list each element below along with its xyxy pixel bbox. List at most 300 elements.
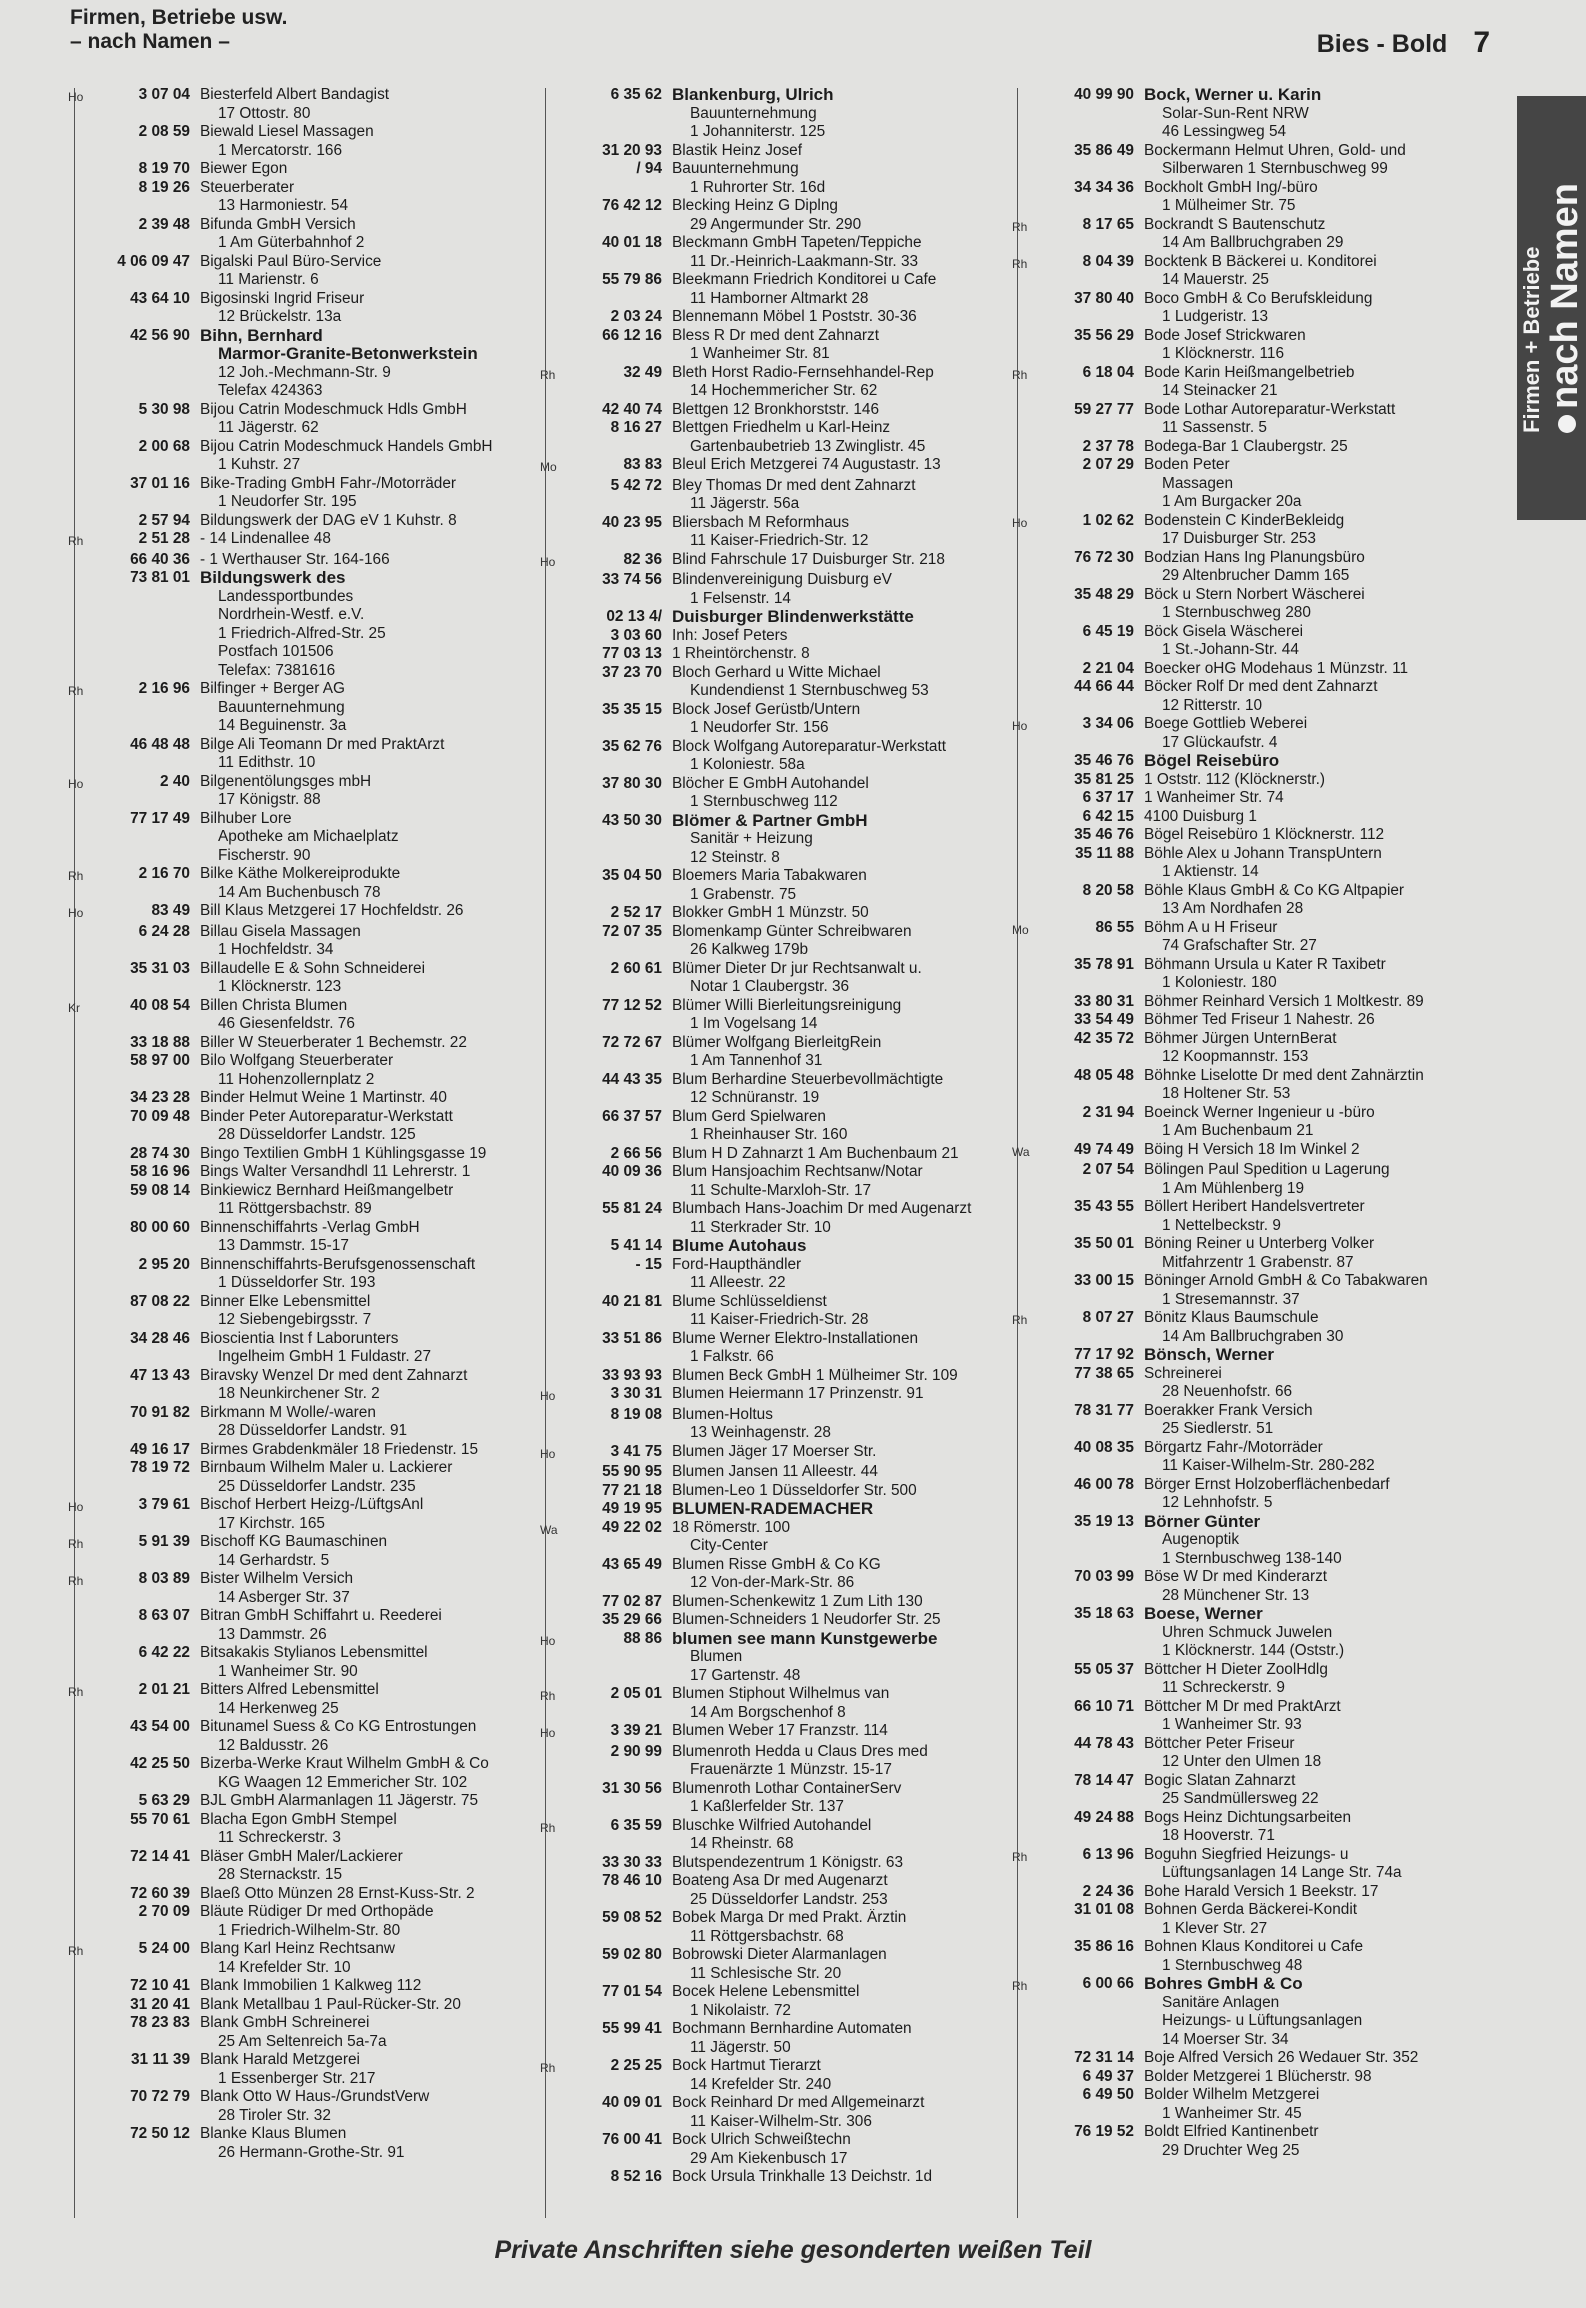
phone-number: 76 72 30 xyxy=(1074,548,1134,566)
entry-detail: 12 Unter den Ulmen 18 xyxy=(1162,1753,1322,1770)
phone-number: 34 28 46 xyxy=(130,1329,190,1347)
district-code xyxy=(68,290,96,292)
entry-text xyxy=(1144,1772,1508,1809)
entry-detail: 1 Ruhrorter Str. 16d xyxy=(690,178,826,196)
district-code: Ho xyxy=(1012,719,1028,733)
entry-text xyxy=(672,904,988,923)
phone-number: 6 45 19 xyxy=(1082,622,1134,640)
entry-name: Boateng Asa Dr med Augenarzt xyxy=(672,1872,888,1889)
district-code: Ho xyxy=(68,90,84,104)
entry-name: Bläute Rüdiger Dr med Orthopäde xyxy=(200,1903,434,1920)
section-tab-line2: nach Namen xyxy=(1543,183,1586,409)
directory-entry xyxy=(68,86,530,123)
directory-entry xyxy=(68,2014,530,2051)
entry-name: Steuerberater xyxy=(200,178,295,196)
directory-entry xyxy=(1012,1568,1508,1605)
district-code xyxy=(68,1903,96,1905)
entry-text xyxy=(200,1256,530,1293)
district-code xyxy=(540,1145,568,1147)
entry-name: Billau Gisela Massagen xyxy=(200,922,361,940)
entry-detail: Sanitäre Anlagen xyxy=(1162,1993,1280,2011)
directory-entry xyxy=(1012,826,1508,845)
district-code xyxy=(540,401,568,403)
entry-text xyxy=(672,571,988,608)
directory-entry xyxy=(540,1983,988,2020)
entry-detail: 11 Schreckerstr. 3 xyxy=(218,1829,341,1846)
phone-number: 4 06 09 47 xyxy=(117,252,190,270)
district-code xyxy=(540,664,568,666)
directory-entry xyxy=(68,1219,530,1256)
phone-number: 35 43 55 xyxy=(1074,1198,1134,1215)
directory-entry xyxy=(540,1611,988,1630)
directory-entry xyxy=(1012,2123,1508,2160)
phone-number: 40 09 01 xyxy=(602,2094,662,2111)
phone-number: 43 65 49 xyxy=(602,1555,662,1573)
directory-entry xyxy=(540,1482,988,1501)
directory-entry xyxy=(540,1872,988,1909)
phone-number: 70 72 79 xyxy=(130,2088,190,2105)
entry-name: Bluschke Wilfried Autohandel xyxy=(672,1816,872,1834)
district-code xyxy=(68,2051,96,2053)
district-code: Rh xyxy=(68,684,84,698)
directory-entry xyxy=(540,2131,988,2168)
entry-detail: 18 Neunkirchener Str. 2 xyxy=(218,1385,380,1402)
directory-entry xyxy=(1012,2068,1508,2087)
district-code xyxy=(540,142,568,144)
entry-detail: 11 Sassenstr. 5 xyxy=(1162,419,1267,436)
district-code xyxy=(540,197,568,199)
entry-name: Blank Otto W Haus-/GrundstVerw xyxy=(200,2088,430,2105)
entry-text xyxy=(672,1500,988,1519)
entry-detail: 28 Düsseldorfer Landstr. 125 xyxy=(218,1126,416,1143)
phone-number: 43 54 00 xyxy=(130,1718,190,1735)
directory-entry xyxy=(540,477,988,514)
district-code xyxy=(540,1611,568,1613)
entry-detail: 14 Mauerstr. 25 xyxy=(1162,271,1269,288)
entry-name: Börgartz Fahr-/Motorräder xyxy=(1144,1438,1323,1456)
entry-name: Bohe Harald Versich 1 Beekstr. 17 xyxy=(1144,1882,1379,1900)
entry-detail: 1 Düsseldorfer Str. 193 xyxy=(218,1274,376,1291)
entry-name: Block Josef Gerüstb/Untern xyxy=(672,700,861,718)
entry-name: Blumen Jansen 11 Alleestr. 44 xyxy=(672,1463,878,1480)
phone-number: 77 12 52 xyxy=(602,996,662,1014)
entry-detail: 11 Kaiser-Wilhelm-Str. 280-282 xyxy=(1162,1457,1375,1474)
phone-number: 40 09 36 xyxy=(602,1163,662,1180)
entry-detail: 13 Weinhagenstr. 28 xyxy=(690,1424,831,1441)
district-code: Rh xyxy=(540,1689,556,1703)
entry-name: Blumenroth Hedda u Claus Dres med xyxy=(672,1742,928,1760)
entry-text xyxy=(672,812,988,868)
directory-entry xyxy=(1012,1161,1508,1198)
entry-text xyxy=(200,773,530,810)
entry-text xyxy=(672,308,988,327)
directory-entry xyxy=(68,1034,530,1053)
entry-name: Bockermann Helmut Uhren, Gold- und xyxy=(1144,141,1406,159)
entry-detail: 11 Jägerstr. 62 xyxy=(218,419,319,436)
entry-detail: 1 Am Mühlenberg 19 xyxy=(1162,1179,1305,1197)
district-code: Rh xyxy=(1012,1313,1028,1327)
entry-name: Bocktenk B Bäckerei u. Konditorei xyxy=(1144,252,1377,270)
entry-detail: 1 Sternbuschweg 280 xyxy=(1162,604,1311,621)
entry-text xyxy=(1144,142,1508,179)
directory-entry xyxy=(540,1463,988,1482)
directory-entry xyxy=(68,1496,530,1533)
phone-number: 87 08 22 xyxy=(130,1292,190,1310)
directory-entry xyxy=(68,1644,530,1681)
directory-entry xyxy=(540,775,988,812)
directory-entry xyxy=(540,701,988,738)
entry-text xyxy=(1144,623,1508,660)
phone-number: 8 19 08 xyxy=(610,1405,662,1423)
district-code xyxy=(68,923,96,925)
entry-text xyxy=(672,1743,988,1780)
entry-name: Böninger Arnold GmbH & Co Tabakwaren xyxy=(1144,1272,1428,1289)
entry-text xyxy=(200,1885,530,1904)
entry-name: Blümer Wolfgang BierleitgRein xyxy=(672,1033,882,1051)
phone-number: 33 54 49 xyxy=(1074,1011,1134,1028)
entry-text xyxy=(672,1780,988,1817)
entry-name: Blutspendezentrum 1 Königstr. 63 xyxy=(672,1853,904,1871)
phone-number: 35 31 03 xyxy=(130,959,190,977)
district-code xyxy=(1012,2123,1040,2125)
entry-name: Boldt Elfried Kantinenbetr xyxy=(1144,2123,1319,2140)
entry-text xyxy=(672,1983,988,2020)
district-code xyxy=(68,1293,96,1295)
entry-name: Bizerba-Werke Kraut Wilhelm GmbH & Co xyxy=(200,1755,489,1772)
entry-detail: 28 Tiroler Str. 32 xyxy=(218,2106,331,2124)
entry-text xyxy=(200,810,530,866)
district-code xyxy=(1012,1161,1040,1163)
phone-number: 8 04 39 xyxy=(1082,252,1134,270)
entry-text xyxy=(1144,216,1508,253)
phone-number: 2 70 09 xyxy=(138,1903,190,1920)
entry-detail: 28 Münchener Str. 13 xyxy=(1162,1586,1310,1604)
phone-number: 40 23 95 xyxy=(602,513,662,531)
district-code xyxy=(1012,1735,1040,1737)
district-code xyxy=(68,1977,96,1979)
directory-entry xyxy=(540,1817,988,1854)
entry-text xyxy=(672,1330,988,1367)
entry-name: Bode Lothar Autoreparatur-Werkstatt xyxy=(1144,400,1396,418)
phone-number: 77 21 18 xyxy=(602,1481,662,1499)
entry-text xyxy=(672,1256,988,1293)
phone-number: 2 90 99 xyxy=(610,1742,662,1760)
phone-number: 47 13 43 xyxy=(130,1366,190,1384)
directory-entry xyxy=(540,867,988,904)
phone-number: 3 41 75 xyxy=(610,1442,662,1460)
entry-name: Blankenburg, Ulrich xyxy=(672,86,834,104)
entry-name: Biewer Egon xyxy=(200,160,288,177)
directory-entry xyxy=(1012,919,1508,956)
entry-name: Bley Thomas Dr med dent Zahnarzt xyxy=(672,476,916,494)
entry-detail: 13 Dammstr. 26 xyxy=(218,1625,327,1643)
entry-detail: 14 Moerser Str. 34 xyxy=(1162,2030,1289,2048)
entry-text xyxy=(672,867,988,904)
directory-entry xyxy=(68,1755,530,1792)
directory-entry xyxy=(68,1256,530,1293)
entry-text xyxy=(672,2020,988,2057)
entry-name: Bodzian Hans Ing Planungsbüro xyxy=(1144,548,1365,566)
entry-detail: 1 Johanniterstr. 125 xyxy=(690,123,826,140)
entry-detail: Uhren Schmuck Juwelen xyxy=(1162,1623,1333,1641)
entry-detail: 28 Neuenhofstr. 66 xyxy=(1162,1383,1293,1400)
directory-entry xyxy=(1012,1901,1508,1938)
district-code xyxy=(68,551,96,553)
entry-detail: Apotheke am Michaelplatz xyxy=(218,828,399,845)
entry-detail: Massagen xyxy=(1162,474,1234,492)
entry-name: Bolder Metzgerei 1 Blücherstr. 98 xyxy=(1144,2067,1372,2085)
directory-entry xyxy=(1012,1346,1508,1365)
entry-text xyxy=(672,1556,988,1593)
directory-entry xyxy=(540,271,988,308)
directory-entry xyxy=(540,2020,988,2057)
entry-detail: 1 Wanheimer Str. 45 xyxy=(1162,2104,1302,2122)
entry-detail: 14 Krefelder Str. 10 xyxy=(218,1958,351,1976)
alphabetic-range: Bies - Bold xyxy=(1316,30,1448,58)
entry-name: Bohres GmbH & Co xyxy=(1144,1975,1303,1993)
entry-detail: 11 Jägerstr. 50 xyxy=(690,2038,791,2056)
district-code xyxy=(540,904,568,906)
entry-detail: Heizungs- u Lüftungsanlagen xyxy=(1162,2012,1363,2029)
entry-text xyxy=(672,1163,988,1200)
district-code xyxy=(540,1482,568,1484)
entry-detail: 1 Nikolaistr. 72 xyxy=(690,2001,791,2019)
entry-text xyxy=(200,216,530,253)
entry-text xyxy=(200,123,530,160)
entry-name: Bless R Dr med dent Zahnarzt xyxy=(672,326,879,344)
phone-number: 3 07 04 xyxy=(138,86,190,103)
entry-text xyxy=(1144,1809,1508,1846)
directory-entry xyxy=(540,401,988,420)
phone-number: 77 03 13 xyxy=(602,645,662,662)
entry-text xyxy=(672,645,988,664)
phone-number: 55 90 95 xyxy=(602,1463,662,1480)
entry-name: BLUMEN-RADEMACHER xyxy=(672,1500,874,1518)
directory-entry xyxy=(540,1071,988,1108)
phone-number: 72 50 12 xyxy=(130,2125,190,2142)
phone-number: 6 35 59 xyxy=(610,1816,662,1834)
phone-number: 3 30 31 xyxy=(610,1385,662,1402)
district-code xyxy=(1012,549,1040,551)
district-code xyxy=(68,569,96,571)
phone-number: 55 05 37 xyxy=(1074,1660,1134,1678)
district-code xyxy=(1012,882,1040,884)
entry-name: Bloch Gerhard u Witte Michael xyxy=(672,663,881,681)
phone-number: 73 81 01 xyxy=(130,569,190,586)
entry-detail: 29 Altenbrucher Damm 165 xyxy=(1162,567,1350,584)
entry-text xyxy=(672,86,988,142)
district-code xyxy=(1012,1011,1040,1013)
entry-text xyxy=(200,680,530,736)
directory-entry xyxy=(68,512,530,531)
entry-text xyxy=(672,1463,988,1482)
entry-text xyxy=(200,1089,530,1108)
district-code: Ho xyxy=(68,906,84,920)
directory-entry xyxy=(1012,1772,1508,1809)
district-code xyxy=(1012,1513,1040,1515)
directory-entry xyxy=(1012,401,1508,438)
district-code xyxy=(540,738,568,740)
entry-name: Blöcher E GmbH Autohandel xyxy=(672,774,869,792)
entry-text xyxy=(672,1817,988,1854)
phone-number: 76 42 12 xyxy=(602,197,662,214)
phone-number: 5 30 98 xyxy=(138,400,190,418)
phone-number: 31 30 56 xyxy=(602,1779,662,1797)
entry-name: Binner Elke Lebensmittel xyxy=(200,1292,371,1310)
entry-text xyxy=(672,2057,988,2094)
entry-detail: 25 Düsseldorfer Landstr. 253 xyxy=(690,1890,888,1908)
entry-detail: 11 Röttgersbachstr. 68 xyxy=(690,1927,844,1945)
directory-entry xyxy=(540,1500,988,1519)
entry-text xyxy=(1144,1104,1508,1141)
directory-entry xyxy=(540,1946,988,1983)
entry-detail: Nordrhein-Westf. e.V. xyxy=(218,606,365,623)
entry-text xyxy=(672,738,988,775)
phone-number: 3 79 61 xyxy=(138,1496,190,1513)
entry-name: Blettgen Friedhelm u Karl-Heinz xyxy=(672,419,891,436)
entry-text xyxy=(672,1946,988,1983)
entry-text xyxy=(672,1237,988,1256)
entry-name: Blastik Heinz Josef xyxy=(672,141,803,159)
directory-entry xyxy=(68,1681,530,1718)
district-code xyxy=(540,775,568,777)
phone-number: 49 74 49 xyxy=(1074,1140,1134,1158)
entry-name: Böse W Dr med Kinderarzt xyxy=(1144,1568,1328,1585)
directory-entry xyxy=(68,1052,530,1089)
directory-entry xyxy=(1012,789,1508,808)
entry-name: Börner Günter xyxy=(1144,1512,1261,1531)
entry-name: Böhmer Reinhard Versich 1 Moltkestr. 89 xyxy=(1144,992,1424,1010)
directory-entry xyxy=(68,216,530,253)
entry-name: Bilke Käthe Molkereiprodukte xyxy=(200,865,401,882)
phone-number: 40 21 81 xyxy=(602,1292,662,1310)
directory-entry xyxy=(540,551,988,572)
page-number: 7 xyxy=(1473,26,1490,59)
directory-entry xyxy=(1012,1104,1508,1141)
entry-name: Bliersbach M Reformhaus xyxy=(672,513,850,531)
entry-detail: 25 Siedlerstr. 51 xyxy=(1162,1420,1274,1437)
directory-entry xyxy=(68,1811,530,1848)
entry-name: Böhmer Jürgen UnternBerat xyxy=(1144,1029,1337,1047)
entry-text xyxy=(200,1903,530,1940)
district-code xyxy=(540,1293,568,1295)
directory-entry xyxy=(68,773,530,810)
district-code xyxy=(68,475,96,477)
directory-entry xyxy=(540,1385,988,1406)
directory-entry xyxy=(68,1367,530,1404)
directory-entry xyxy=(540,308,988,327)
directory-entry xyxy=(68,530,530,551)
directory-entry xyxy=(68,1940,530,1977)
district-code xyxy=(68,2088,96,2090)
entry-name: Bitran GmbH Schiffahrt u. Reederei xyxy=(200,1607,442,1624)
phone-number: 6 49 50 xyxy=(1082,2086,1134,2103)
phone-number: 43 64 10 xyxy=(130,289,190,307)
directory-entry xyxy=(540,1743,988,1780)
entry-detail: 1 Aktienstr. 14 xyxy=(1162,863,1259,880)
phone-number: 8 03 89 xyxy=(138,1570,190,1587)
entry-text xyxy=(672,1611,988,1630)
entry-detail: 11 Marienstr. 6 xyxy=(218,271,319,288)
directory-entry xyxy=(68,1718,530,1755)
entry-detail: 1 Wanheimer Str. 90 xyxy=(218,1662,358,1680)
directory-entry xyxy=(1012,142,1508,179)
district-code xyxy=(1012,438,1040,440)
entry-name: Bijou Catrin Modeschmuck Hdls GmbH xyxy=(200,400,467,418)
entry-name: Bockrandt S Bautenschutz xyxy=(1144,215,1326,233)
entry-name: Bischof Herbert Heizg-/LüftgsAnl xyxy=(200,1496,424,1513)
directory-entry xyxy=(68,1996,530,2015)
entry-detail: 18 Holtener Str. 53 xyxy=(1162,1085,1291,1102)
entry-detail: 17 Königstr. 88 xyxy=(218,791,321,808)
directory-entry xyxy=(540,2168,988,2187)
district-code xyxy=(68,1145,96,1147)
entry-text xyxy=(672,1519,988,1556)
directory-entry xyxy=(68,1885,530,1904)
entry-text xyxy=(1144,1735,1508,1772)
directory-entry xyxy=(1012,1975,1508,2049)
entry-text xyxy=(672,2094,988,2131)
entry-name: Böning Reiner u Unterberg Volker xyxy=(1144,1235,1375,1252)
entry-name: Boguhn Siegfried Heizungs- u xyxy=(1144,1845,1349,1863)
entry-detail: 28 Düsseldorfer Landstr. 91 xyxy=(218,1422,408,1439)
entry-detail: Solar-Sun-Rent NRW xyxy=(1162,104,1309,122)
district-code: Wa xyxy=(1012,1144,1030,1159)
entry-name: Bildungswerk des xyxy=(200,569,346,587)
entry-text xyxy=(200,1755,530,1792)
entry-text xyxy=(1144,1476,1508,1513)
directory-entry xyxy=(1012,1030,1508,1067)
entry-detail: 1 Am Güterbahnhof 2 xyxy=(218,234,365,251)
directory-entry xyxy=(68,569,530,680)
directory-entry xyxy=(540,1256,988,1293)
phone-number: 8 20 58 xyxy=(1082,881,1134,899)
district-code xyxy=(540,86,568,88)
entry-detail: 17 Glückaufstr. 4 xyxy=(1162,733,1278,751)
entry-name: Binder Peter Autoreparatur-Werkstatt xyxy=(200,1107,453,1125)
district-code xyxy=(68,1996,96,1998)
entry-name: Bode Josef Strickwaren xyxy=(1144,326,1306,344)
entry-detail: 12 Schnüranstr. 19 xyxy=(690,1089,820,1106)
district-code xyxy=(68,1811,96,1813)
entry-name: Billen Christa Blumen xyxy=(200,996,348,1014)
footer-note: Private Anschriften siehe gesonderten weißen Teil xyxy=(494,2236,1092,2264)
entry-text xyxy=(1144,771,1508,790)
directory-entry xyxy=(68,290,530,327)
entry-text xyxy=(200,1996,530,2015)
directory-entry xyxy=(68,1441,530,1460)
district-code xyxy=(540,608,568,610)
entry-text xyxy=(1144,1568,1508,1605)
entry-name: Blind Fahrschule 17 Duisburger Str. 218 xyxy=(672,550,945,568)
entry-name: Boecker oHG Modehaus 1 Münzstr. 11 xyxy=(1144,659,1409,677)
directory-entry xyxy=(1012,549,1508,586)
directory-entry xyxy=(68,1163,530,1182)
entry-text xyxy=(1144,1141,1508,1160)
directory-entry xyxy=(68,736,530,773)
phone-number: 49 16 17 xyxy=(130,1440,190,1458)
phone-number: 1 02 62 xyxy=(1082,511,1134,529)
phone-number: 44 78 43 xyxy=(1074,1734,1134,1752)
entry-text xyxy=(672,775,988,812)
entry-detail: 1 Mercatorstr. 166 xyxy=(218,141,343,159)
phone-number: 42 40 74 xyxy=(602,400,662,418)
entry-text xyxy=(200,923,530,960)
entry-name: Birnbaum Wilhelm Maler u. Lackierer xyxy=(200,1459,453,1476)
phone-number: 42 25 50 xyxy=(130,1755,190,1772)
directory-entry xyxy=(540,1034,988,1071)
entry-detail: 12 Brückelstr. 13a xyxy=(218,308,342,325)
